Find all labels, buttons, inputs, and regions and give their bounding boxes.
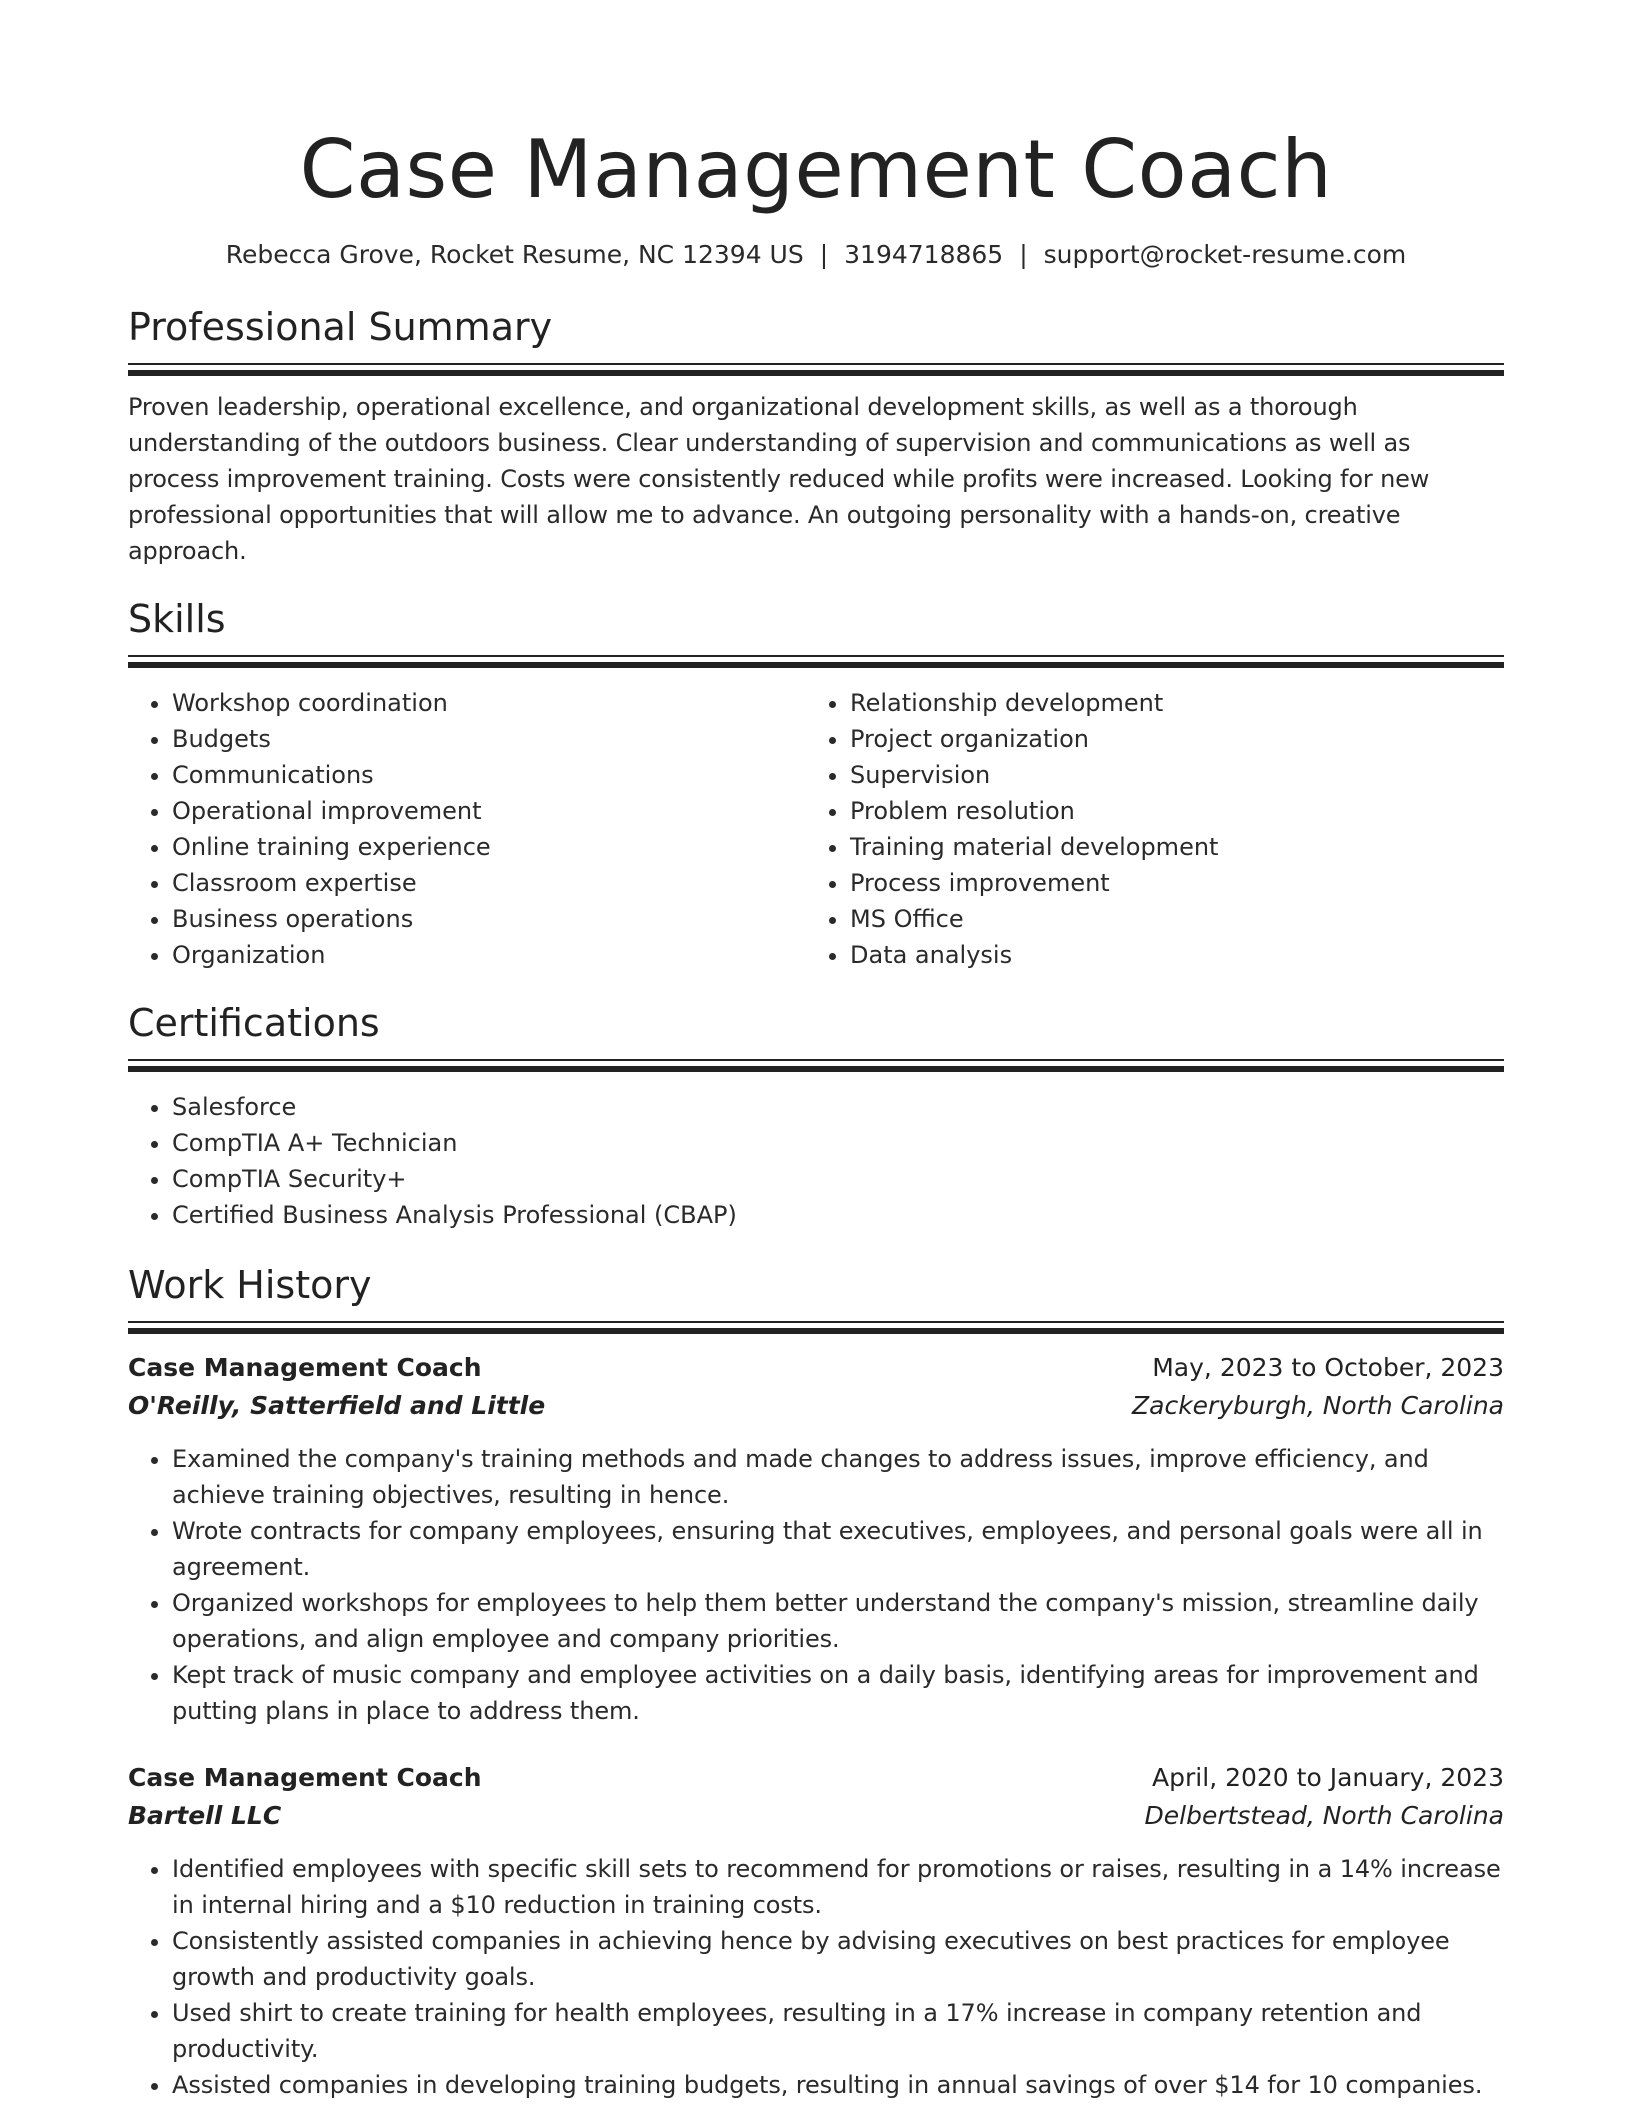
job-bullet: • Identified employees with specific skill sets to recommend for promotions or raises, resulting in a 14% increase in internal hiring and a $10 reduction in training costs. bbox=[172, 1851, 1504, 1923]
summary-section bbox=[128, 303, 1504, 569]
certification-item: • Salesforce bbox=[172, 1089, 1504, 1125]
job-bullet: • Assisted companies in developing training budgets, resulting in annual savings of over $14 for 10 companies. bbox=[172, 2067, 1504, 2103]
certifications-section bbox=[128, 999, 1504, 1233]
skill-item: • Process improvement bbox=[850, 865, 1484, 901]
skill-item: • MS Office bbox=[850, 901, 1484, 937]
job-title: Case Management Coach bbox=[128, 1763, 482, 1792]
resume-title: Case Management Coach bbox=[299, 123, 1333, 216]
skill-item: • Communications bbox=[172, 757, 806, 793]
resume-page bbox=[128, 0, 1504, 2103]
section-divider bbox=[128, 1321, 1504, 1335]
contact-separator: | bbox=[819, 240, 829, 269]
job-bullet: • Used shirt to create training for health employees, resulting in a 17% increase in company retention and productivity. bbox=[172, 1995, 1504, 2067]
job-title: Case Management Coach bbox=[128, 1353, 482, 1382]
job-subheader bbox=[128, 1797, 1504, 1835]
skill-item: • Business operations bbox=[172, 901, 806, 937]
section-divider bbox=[128, 1059, 1504, 1073]
skill-item: • Project organization bbox=[850, 721, 1484, 757]
job-dates: April, 2020 to January, 2023 bbox=[1152, 1763, 1504, 1792]
contact-address: Rebecca Grove, Rocket Resume, NC 12394 US bbox=[225, 240, 804, 269]
skill-item: • Online training experience bbox=[172, 829, 806, 865]
skill-item: • Organization bbox=[172, 937, 806, 973]
skills-list-left bbox=[128, 685, 806, 973]
contact-phone: 3194718865 bbox=[844, 240, 1004, 269]
job-header bbox=[128, 1759, 1504, 1797]
skills-list-right bbox=[806, 685, 1484, 973]
skills-grid bbox=[128, 685, 1504, 973]
job-location: Delbertstead, North Carolina bbox=[1144, 1801, 1504, 1830]
job-bullets bbox=[128, 1441, 1504, 1729]
job-header bbox=[128, 1349, 1504, 1387]
job-company: O'Reilly, Satterfield and Little bbox=[128, 1391, 546, 1420]
job-location: Zackeryburgh, North Carolina bbox=[1132, 1391, 1504, 1420]
skills-column-left bbox=[128, 685, 806, 973]
contact-email: support@rocket-resume.com bbox=[1043, 240, 1407, 269]
skill-item: • Relationship development bbox=[850, 685, 1484, 721]
section-title-skills: Skills bbox=[128, 597, 226, 641]
skill-item: • Problem resolution bbox=[850, 793, 1484, 829]
job-company: Bartell LLC bbox=[128, 1801, 282, 1830]
job-entry bbox=[128, 1349, 1504, 1729]
section-divider bbox=[128, 363, 1504, 377]
job-bullet: • Examined the company's training methods and made changes to address issues, improve efficiency, and achieve training objectives, resulting in hence. bbox=[172, 1441, 1504, 1513]
skills-column-right bbox=[806, 685, 1484, 973]
work-history-section bbox=[128, 1261, 1504, 2103]
skill-item: • Workshop coordination bbox=[172, 685, 806, 721]
section-title-certifications: Certifications bbox=[128, 1001, 380, 1045]
skills-section bbox=[128, 595, 1504, 973]
job-subheader bbox=[128, 1387, 1504, 1425]
job-entry bbox=[128, 1759, 1504, 2103]
certifications-list bbox=[128, 1089, 1504, 1233]
job-bullet: • Organized workshops for employees to help them better understand the company's mission, streamline daily operations, and align employee and company priorities. bbox=[172, 1585, 1504, 1657]
skill-item: • Training material development bbox=[850, 829, 1484, 865]
skill-item: • Supervision bbox=[850, 757, 1484, 793]
job-bullets bbox=[128, 1851, 1504, 2103]
job-bullet: • Kept track of music company and employee activities on a daily basis, identifying areas for improvement and putting plans in place to address them. bbox=[172, 1657, 1504, 1729]
skill-item: • Operational improvement bbox=[172, 793, 806, 829]
job-bullet: • Consistently assisted companies in achieving hence by advising executives on best practices for employee growth and productivity goals. bbox=[172, 1923, 1504, 1995]
skill-item: • Data analysis bbox=[850, 937, 1484, 973]
section-title-work-history: Work History bbox=[128, 1263, 372, 1307]
certification-item: • Certified Business Analysis Professional (CBAP) bbox=[172, 1197, 1504, 1233]
job-bullet: • Wrote contracts for company employees, ensuring that executives, employees, and personal goals were all in agreement. bbox=[172, 1513, 1504, 1585]
certification-item: • CompTIA Security+ bbox=[172, 1161, 1504, 1197]
certification-item: • CompTIA A+ Technician bbox=[172, 1125, 1504, 1161]
section-title-summary: Professional Summary bbox=[128, 305, 553, 349]
job-dates: May, 2023 to October, 2023 bbox=[1152, 1353, 1504, 1382]
skill-item: • Classroom expertise bbox=[172, 865, 806, 901]
contact-line bbox=[128, 238, 1504, 272]
skill-item: • Budgets bbox=[172, 721, 806, 757]
contact-separator: | bbox=[1019, 240, 1028, 269]
section-divider bbox=[128, 655, 1504, 669]
summary-text: Proven leadership, operational excellence, and organizational development skills, as well as a thorough understanding of the outdoors business. Clear understanding of supervision and communications as well as process improvement training. Costs were consistently reduced while profits were increased. Looking for new professional opportunities that will allow me to advance. An outgoing personality with a hands-on, creative approach. bbox=[128, 393, 1430, 565]
